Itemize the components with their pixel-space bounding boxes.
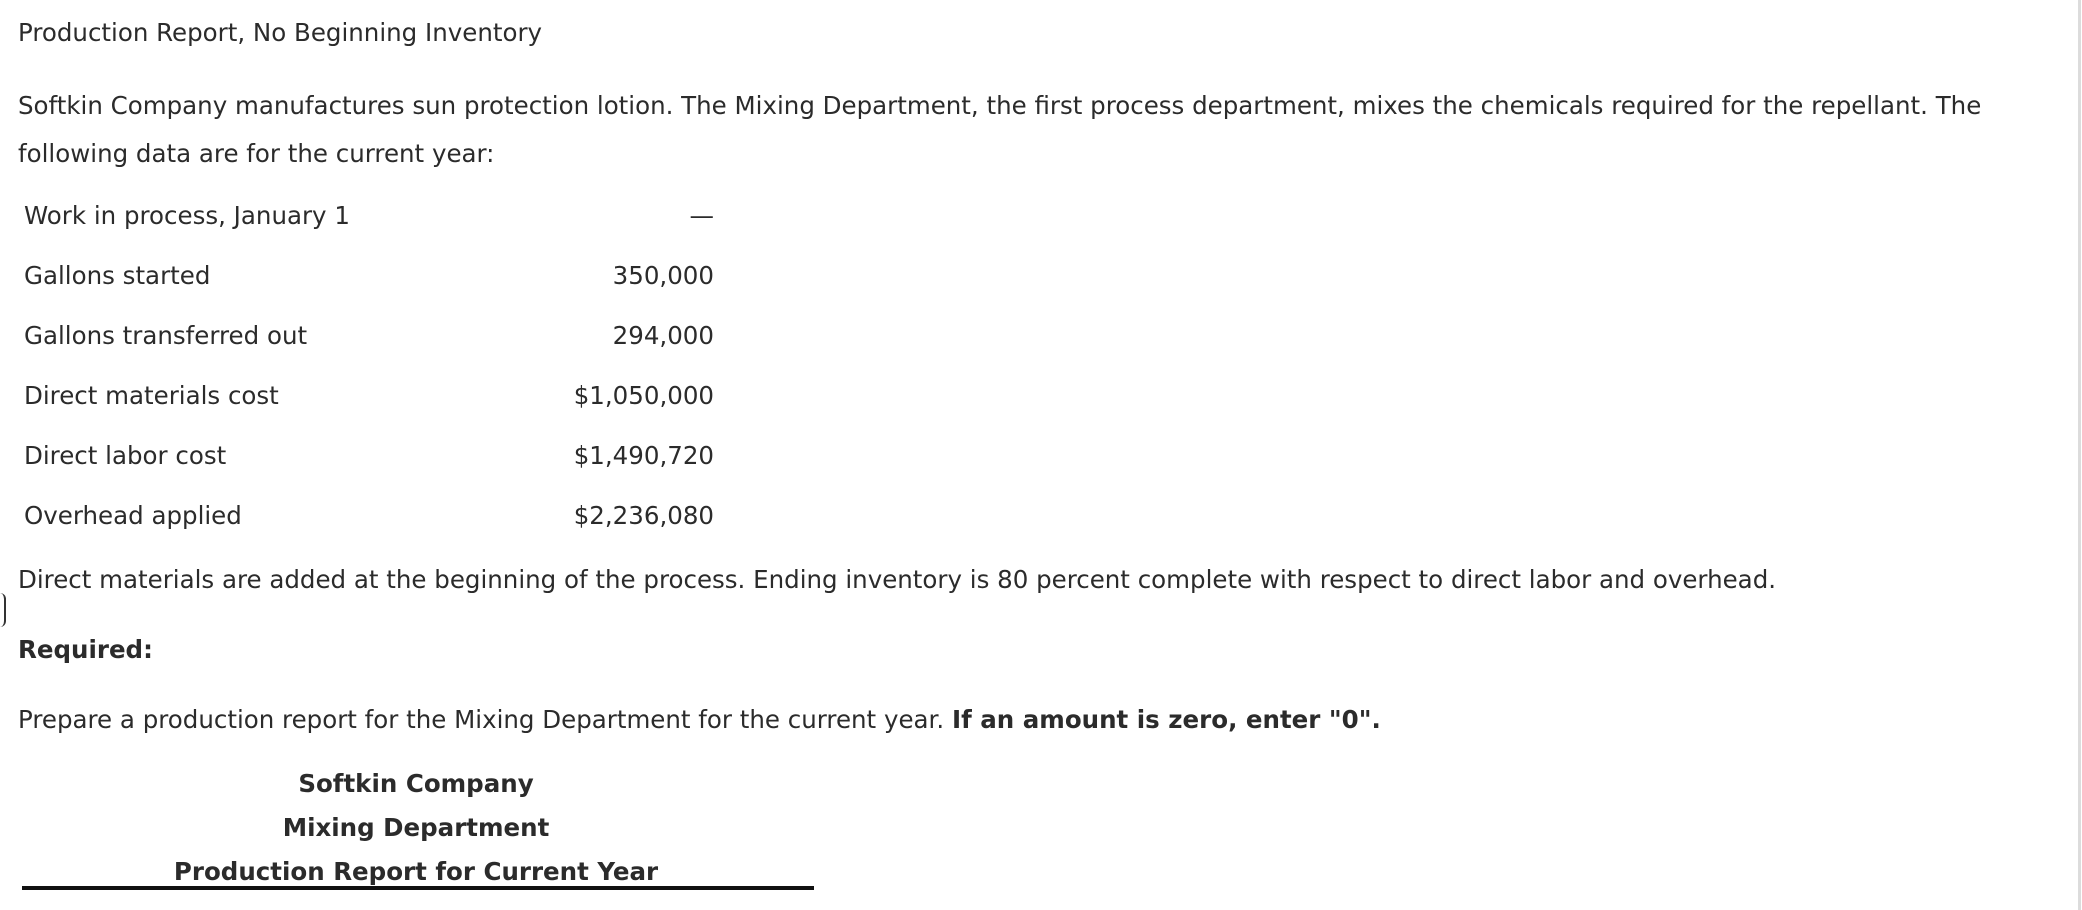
data-label: Direct materials cost [24, 381, 279, 410]
data-row-direct-labor [24, 426, 714, 486]
instruction [18, 702, 1381, 738]
data-label: Work in process, January 1 [24, 201, 350, 230]
data-value: $1,490,720 [573, 441, 714, 470]
data-label: Gallons transferred out [24, 321, 308, 350]
report-department: Mixing Department [282, 813, 550, 842]
page-right-border [2078, 0, 2081, 910]
data-row-wip-beginning [24, 186, 714, 246]
report-company: Softkin Company [298, 769, 534, 798]
instruction-text: Prepare a production report for the Mixing Department for the current year. [18, 705, 945, 734]
data-label: Direct labor cost [24, 441, 227, 470]
data-label: Gallons started [24, 261, 211, 290]
report-header-rule [22, 886, 814, 890]
instruction-bold: If an amount is zero, enter "0". [951, 705, 1381, 734]
data-value: $1,050,000 [573, 381, 714, 410]
data-row-gallons-transferred [24, 306, 714, 366]
required-heading: Required: [18, 635, 153, 664]
cost-data-table [24, 186, 714, 546]
report-header [20, 762, 812, 894]
data-row-overhead [24, 486, 714, 546]
data-value: 350,000 [612, 261, 714, 290]
problem-title: Production Report, No Beginning Inventory [18, 18, 543, 47]
data-value: 294,000 [612, 321, 714, 350]
data-row-gallons-started [24, 246, 714, 306]
data-row-direct-materials [24, 366, 714, 426]
data-label: Overhead applied [24, 501, 242, 530]
report-title: Production Report for Current Year [173, 857, 659, 886]
problem-intro: Softkin Company manufactures sun protection lotion. The Mixing Department, the first process department, mixes the chemicals required for the repellant. The following data are for the current year: [18, 91, 1982, 168]
left-edge-marker [0, 593, 6, 627]
data-value: — [689, 201, 714, 230]
data-value: $2,236,080 [573, 501, 714, 530]
process-note: Direct materials are added at the beginning of the process. Ending inventory is 80 percent complete with respect to direct labor and overhead. [18, 565, 1777, 594]
